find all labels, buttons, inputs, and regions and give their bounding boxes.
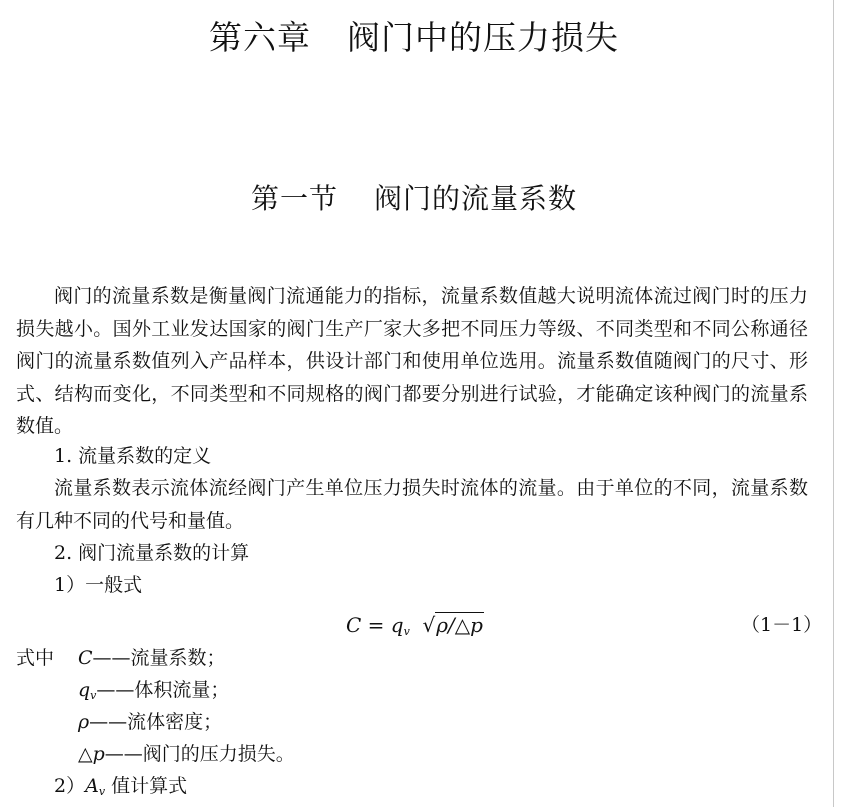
definition-paragraph: 流量系数表示流体流经阀门产生单位压力损失时流体的流量。由于单位的不同，流量系数有几种不同的代号和量值。: [16, 477, 808, 532]
heading-definition: 1. 流量系数的定义: [54, 445, 212, 467]
chapter-number: 第六章: [209, 18, 311, 57]
variable-definition: C——流量系数；: [78, 647, 226, 669]
formula-equals: =: [367, 613, 385, 637]
variable-definition: $q_v——$体积流量；: [78, 679, 230, 702]
intro-paragraph: 阀门的流量系数是衡量阀门流通能力的指标，流量系数值越大说明流体流过阀门时的压力损失越小。国外工业发达国家的阀门生产厂家大多把不同压力等级、不同类型和不同公称通径阀门的流量系数值列入产品样本，供设计部门和使用单位选用。流量系数值随阀门的尺寸、形式、结构而变化，不同类型和不同规格的阀门都要分别进行试验，才能确定该种阀门的流量系数值。: [16, 285, 808, 437]
chapter-title: [0, 14, 828, 62]
sqrt-sign: √: [422, 613, 436, 637]
formula-q: q: [390, 613, 404, 637]
section-name: 阀门的流量系数: [374, 182, 578, 215]
section-title: [0, 178, 828, 220]
formula-lhs: C: [346, 613, 362, 637]
equation-number: （1－1）: [741, 614, 823, 636]
where-label: 式中: [16, 647, 55, 669]
variable-definition: △p——阀门的压力损失。: [78, 743, 295, 765]
page-edge: [833, 0, 834, 807]
heading-av-formula: $2)A_v$ 值计算式: [54, 775, 188, 798]
heading-general-formula: 1）一般式: [54, 574, 143, 596]
chapter-name: 阀门中的压力损失: [347, 18, 619, 57]
variable-definition: ρ——流体密度；: [78, 711, 223, 733]
formula-q-subscript: v: [403, 625, 410, 638]
heading-calculation: 2. 阀门流量系数的计算: [54, 542, 250, 564]
section-number: 第一节: [250, 182, 338, 215]
formula-radicand: ρ/△p: [436, 613, 483, 637]
formula-1-1: [346, 609, 484, 648]
